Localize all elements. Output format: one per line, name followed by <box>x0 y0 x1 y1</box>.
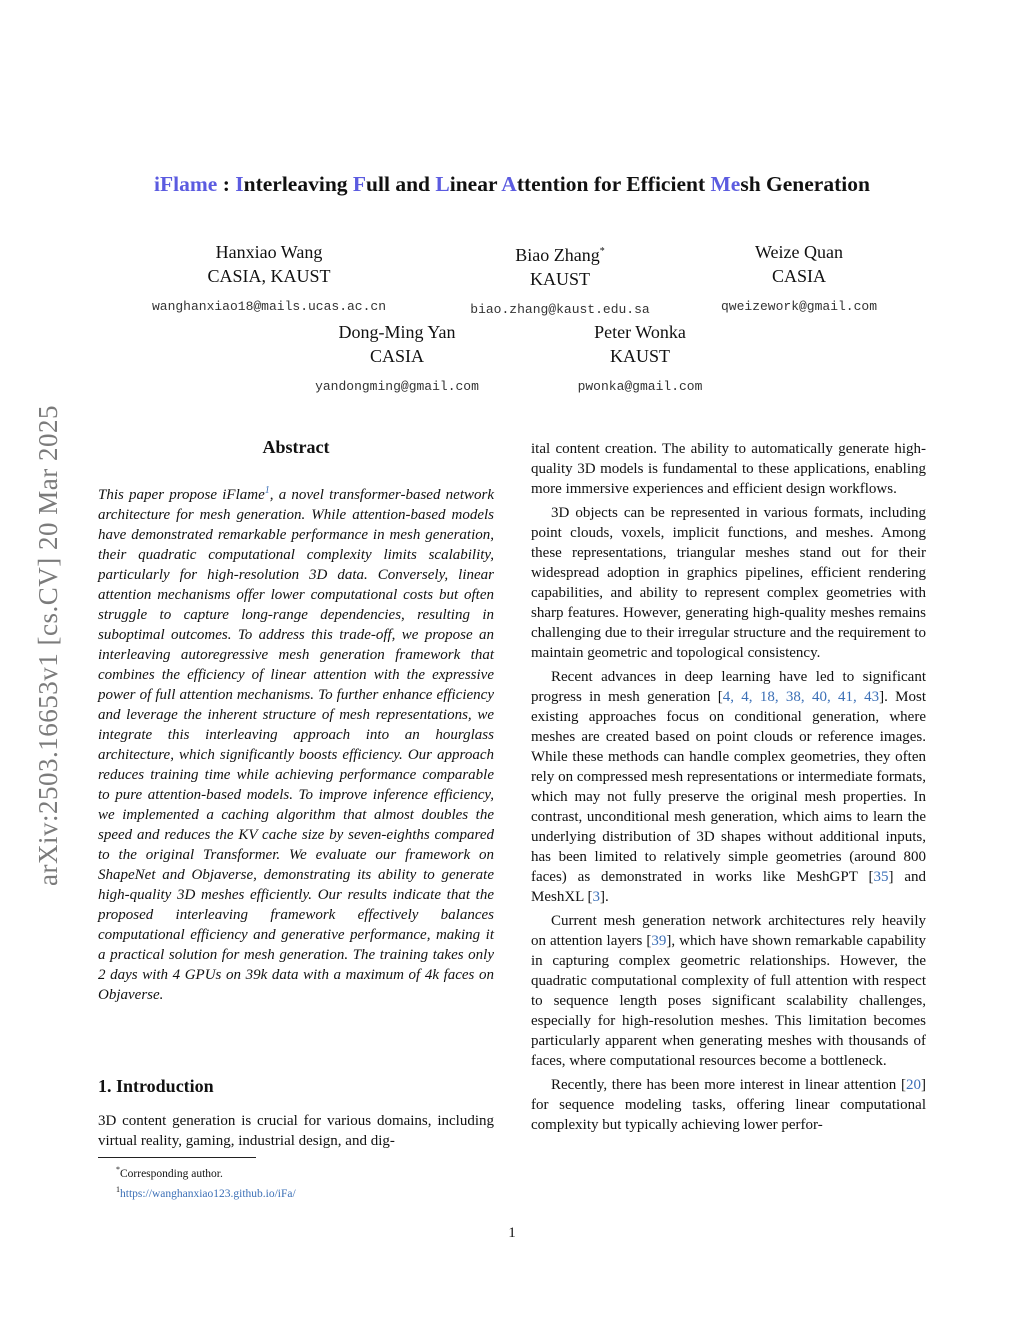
author-name: Weize Quan <box>754 242 843 262</box>
intro-left-text: 3D content generation is crucial for various domains, including virtual reality, gaming, industrial design, and dig- <box>98 1113 494 1149</box>
right-column <box>531 439 926 1135</box>
project-link[interactable]: https://wanghanxiao123.github.io/iFa/ <box>120 1187 296 1200</box>
citation-link[interactable]: 39 <box>651 933 667 949</box>
author-affiliation: KAUST <box>609 346 670 366</box>
citation-link[interactable]: 4, 4, 18, 38, 40, 41, 43 <box>722 689 880 705</box>
arxiv-identifier-text: arXiv:2503.16653v1 [cs.CV] 20 Mar 2025 <box>32 404 63 886</box>
title-initial: A <box>501 172 517 196</box>
arxiv-identifier <box>28 350 68 940</box>
title-part: inear <box>449 172 502 196</box>
title-initial: Me <box>710 172 741 196</box>
citation-link[interactable]: 35 <box>873 869 889 885</box>
paragraph: ital content creation. The ability to automatically generate high-quality 3D models is fundamental to these applications, enabling more immersive experiences and efficient design workflows. <box>531 441 926 497</box>
corresponding-mark: * <box>599 246 605 257</box>
author-block <box>649 240 949 319</box>
paragraph: 3D objects can be represented in various formats, including point clouds, voxels, implicit functions, and meshes. Among these representations, triangular meshes stand out for their widespread adoption in graphics pipelines, efficient rendering capabilities, and ability to represent complex geometries with sharp features. However, generating high-quality meshes remains challenging due to their irregular structure and the requirement to maintain geometric and topological consistency. <box>531 505 926 661</box>
author-name: Hanxiao Wang <box>215 242 323 262</box>
author-block <box>490 320 790 399</box>
author-email[interactable]: pwonka@gmail.com <box>577 379 703 394</box>
footnote-corresponding: *Corresponding author. <box>116 1165 223 1180</box>
title-initial: F <box>352 172 367 196</box>
author-name: Peter Wonka <box>594 322 686 342</box>
author-email[interactable]: yandongming@gmail.com <box>315 379 479 394</box>
title-part: nterleaving <box>243 172 353 196</box>
author-affiliation: CASIA <box>369 346 424 366</box>
paragraph: Recently, there has been more interest in linear attention [20] for sequence modeling tasks, offering linear computational complexity but typically achieving lower perfor- <box>531 1077 926 1133</box>
author-email[interactable]: qweizework@gmail.com <box>720 299 878 314</box>
citation-link[interactable]: 20 <box>906 1077 921 1093</box>
citation-link[interactable]: 3 <box>592 889 601 905</box>
title-name: iFlame <box>154 172 218 196</box>
author-email[interactable]: biao.zhang@kaust.edu.sa <box>470 302 650 317</box>
author-affiliation: CASIA, KAUST <box>207 266 331 286</box>
footnote-ref[interactable]: 1 <box>264 485 270 496</box>
paragraph: Current mesh generation network architectures rely heavily on attention layers [39], which have shown remarkable capability in capturing complex geometric relationships. However, the quadratic computational complexity of full attention with respect to sequence length poses significant scalability challenges, especially for high-resolution meshes. This limitation becomes particularly apparent when generating meshes with thousands of faces, where computational resources become a bottleneck. <box>531 913 926 1069</box>
title-part: sh Generation <box>740 172 870 196</box>
author-name: Biao Zhang* <box>515 245 605 265</box>
paper-title <box>60 172 964 197</box>
author-affiliation: CASIA <box>771 266 826 286</box>
title-part: ttention for Efficient <box>516 172 711 196</box>
author-affiliation: KAUST <box>529 269 590 289</box>
paragraph: Recent advances in deep learning have led to significant progress in mesh generation [4, 4, 18, 38, 40, 41, 43]. Most existing approaches focus on conditional generation, where meshes are created based on point clouds or reference images. While these methods can handle complex geometries, they often rely on compressed mesh representations or intermediate formats, which may not fully preserve the original mesh properties. In contrast, unconditional mesh generation, which aims to learn the underlying distribution of 3D shapes without additional inputs, has been limited to relatively simple geometries (around 800 faces) as demonstrated in works like MeshGPT [35] and MeshXL [3]. <box>531 669 927 905</box>
abstract-body: This paper propose iFlame$^1$, a novel transformer-based network architecture for mesh generation. While attention-based models have demonstrated remarkable performance in mesh generation, their quadratic computational complexity limits scalability, particularly for high-resolution 3D data. Conversely, linear attention mechanisms offer lower computational costs but often struggle to capture long-range dependencies, resulting in suboptimal outcomes. To address this trade-off, we propose an interleaving autoregressive mesh generation framework that combines the efficiency of linear attention with the expressive power of full attention mechanisms. To further enhance efficiency and leverage the inherent structure of mesh representations, we integrate this interleaving approach into an hourglass architecture, which significantly boosts efficiency. Our approach reduces training time while achieving performance comparable to pure attention-based models. To improve inference efficiency, we implemented a caching algorithm that almost doubles the speed and reduces the KV cache size by seven-eighths compared to the original Transformer. We evaluate our framework on ShapeNet and Objaverse, demonstrating its ability to generate high-quality 3D meshes efficiently. Our results indicate that the proposed interleaving framework effectively balances computational efficiency and generative performance, making it a practical solution for mesh generation. The training takes only 2 days with 4 GPUs on 39k data with a maximum of 4k faces on Objaverse. <box>98 485 494 1003</box>
footnote-url: $^1$https://wanghanxiao123.github.io/iFa/ <box>116 1184 296 1200</box>
section-heading-introduction: 1. Introduction <box>98 1076 214 1096</box>
footnote-divider <box>98 1157 256 1158</box>
title-separator: : <box>217 172 236 196</box>
title-initial: L <box>435 172 450 196</box>
author-email[interactable]: wanghanxiao18@mails.ucas.ac.cn <box>151 299 387 314</box>
author-block <box>119 240 419 319</box>
footnotes <box>98 1157 494 1202</box>
page-number: 1 <box>508 1225 516 1241</box>
title-initial: I <box>235 172 244 196</box>
title-part: ull and <box>366 172 436 196</box>
abstract-heading: Abstract <box>262 437 330 457</box>
author-name: Dong-Ming Yan <box>338 322 456 342</box>
